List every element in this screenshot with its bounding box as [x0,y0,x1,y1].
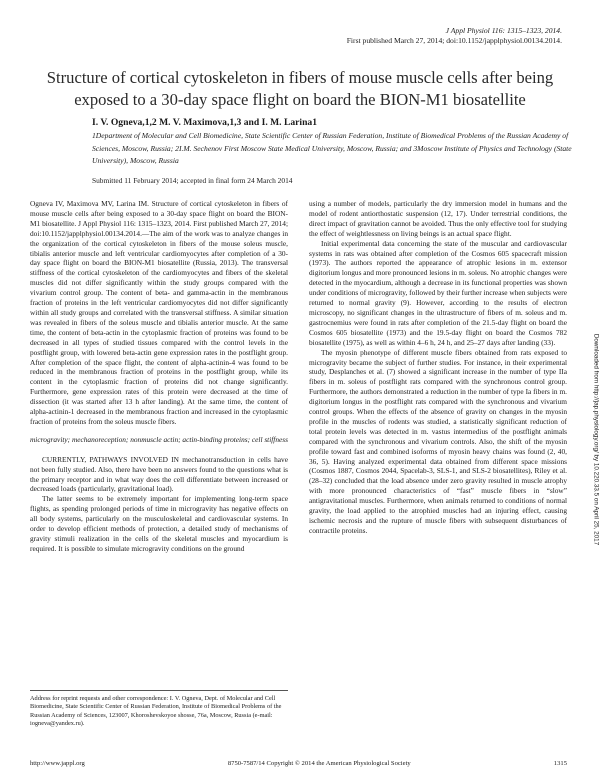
left-column [30,199,288,554]
submission-dates: Submitted 11 February 2014; accepted in final form 24 March 2014 [92,176,293,185]
journal-ref: J Appl Physiol 116: 1315–1323, 2014. [445,26,562,35]
download-watermark [588,290,598,590]
author-list: I. V. Ogneva,1,2 M. V. Maximova,1,3 and I. M. Larina1 [92,117,318,128]
intro-paragraph: The latter seems to be extremely important for implementing long-term space flights, as spending prolonged periods of time in microgravity has negative effects on all body systems, particularly on the musculoskeletal and cardiovascular systems. In order to develop efficient methods of protection, a detailed study of mechanisms of gravity stimuli realization in the cells of the skeletal muscles and myocardium is required. It is possible to simulate microgravity conditions on the ground [30,494,288,553]
page-number: 1315 [553,760,567,767]
download-note: Downloaded from http://jap.physiology.org/ by 10.220.33.5 on April 25, 2017 [592,333,600,546]
body-paragraph: Initial experimental data concerning the state of the muscular and cardiovascular systems in rats was obtained after completion of the Cosmos 605 spacecraft mission (1973). The authors reported the appearance of atrophic lesions in m. extensor digitorium longus and more pronounced lesions in m. soleus. No atrophic changes were detected in the myocardium, although a decrease in its functional properties was shown under conditions of microgravity, followed by their further increase when subjects were returned to normal gravity (9). However, according to the results of electron microscopy, no significant changes in the ultrastructure of fibers of m. soleus and m. gastrocnemius were found in rats after completion of the 21.5-day flight on board the Cosmos 605 biosatellite (1973) and the 19.5-day flight on board the Cosmos 782 biosatellite (1975), as well as within 4–6 h, 24 h, and 25–27 days after landing (33). [309,238,567,347]
article-title: Structure of cortical cytoskeleton in fibers of mouse muscle cells after being exposed to a 30-day space flight on board the BION-M1 biosatellite [46,68,554,109]
intro-paragraph: CURRENTLY, PATHWAYS INVOLVED IN mechanotransduction in cells have not been fully studied. Also, there have been no answers found to the questions what is the primary receptor and in what way does the cell differentiate between increased or decreased loads (particularly, gravitational load). [30,454,288,494]
keywords: microgravity; mechanoreception; nonmuscle actin; actin-binding proteins; cell stiffness [30,434,288,444]
affiliations: 1Department of Molecular and Cell Biomedicine, State Scientific Center of Russian Federation, Institute of Biomedical Problems of the Russian Academy of Sciences, Moscow, Russia; 2I.M. Sechenov First Moscow State Medical University, Moscow, Russia; and 3Moscow Institute of Physics and Technology (State University), Moscow, Russia [92,131,572,165]
journal-url[interactable]: http://www.jappl.org [30,760,85,767]
right-column [309,199,567,536]
running-header [347,26,562,46]
page-footer [30,760,567,767]
abstract: Ogneva IV, Maximova MV, Larina IM. Structure of cortical cytoskeleton in fibers of mouse muscle cells after being exposed to a 30-day space flight on board the BION-M1 biosatellite. J Appl Physiol 116: 1315–1323, 2014. First published March 27, 2014; doi:10.1152/japplphysiol.00134.2014.—The aim of the work was to analyze changes in the organization of the cortical cytoskeleton in fibers of the mouse soleus muscle, tibialis anterior muscle and left ventricular cardiomyocytes after completion of a 30-day space flight on board the BION-M1 biosatellite (Russia, 2013). The transversal stiffness of the cortical cytoskeleton of the cardiomyocytes and fibers of the skeletal muscles did not differ significantly within the study groups compared with the vivarium control group. The content of beta- and gamma-actin in the membranous fraction of proteins in the left ventricular cardiomyocytes did not differ significantly within all study groups and correlated with the transversal stiffness. A similar situation was revealed in fibers of the soleus muscle and tibialis anterior muscle. At the same time, the content of beta-actin in the cytoplasmic fraction of proteins was found to be decreased in all types of studied tissues compared with the control levels in the postflight group, with lowered beta-actin gene expression rates in the postflight group. After completion of the space flight, the content of alpha-actinin-4 was found to be reduced in the membranous fraction of proteins in the postflight group, while its content in the cytoplasmic fraction of proteins did not change significantly. Furthermore, gene expression rates of this protein were decreased at the time of dissection (it was started after 13 h after landing). At the same time, the content of alpha-actinin-1 decreased in the membranous fraction and increased in the cytoplasmic fraction of proteins from the soleus muscle fibers. [30,199,288,426]
body-paragraph: The myosin phenotype of different muscle fibers obtained from rats exposed to microgravity became the subject of further studies. For instance, in their experimental study, Desplanches et al. (7) showed a significant increase in the number of type IIa fibers in m. soleus of postflight rats compared with the synchronous control group. Furthermore, the authors demonstrated a reduction in the number of type Ia fibers in m. digitorium longus in the postflight rats compared with the synchronous and vivarium control groups. When the effects of the absence of gravity on changes in the myosin profile in the muscles of rodents was studied, a statistically significant reduction of total protein levels was detected in m. vastus intermedius of the postflight animals compared with the synchronous and vivarium controls. Also, the shift of the myosin profile toward fast and combined isoforms of myosin heavy chains was found (2, 40, 36, 5). Having analyzed experimental data obtained from different space missions (Cosmos 1887, Cosmos 2044, Spacelab-3, SLS-1, and SLS-2 biosatellites), Riley et al. (28–32) concluded that the load absence under zero gravity resulted in muscle atrophy with more pronounced characteristics of “fast” muscle fibers in “slow” antigravitational muscles. Furthermore, when animals returned to conditions of normal gravity, the load applied to the atrophied muscles had an injuring effect, causing ischemic necrosis and the rupture of muscle fibers with subsequent disturbances of contractile proteins. [309,347,567,535]
copyright-line: 8750-7587/14 Copyright © 2014 the American Physiological Society [227,760,411,767]
correspondence-footnote: Address for reprint requests and other correspondence: I. V. Ogneva, Dept. of Molecular and Cell Biomedicine, State Scientific Center of Russian Federation, Institute of Biomedical Problems of the Russian Academy of Sciences, 123007, Khoroshevskoyoe shosse, 76a, Moscow, Russia (e-mail: iogneva@yandex.ru). [30,690,288,728]
body-paragraph: using a number of models, particularly the dry immersion model in humans and the model of rodent antiorthostatic suspension (12, 17). Under terrestrial conditions, the direct impact of gravitation cannot be avoided. Thus the only effective tool for studying the effect of weightlessness on living beings is an actual space flight. [309,199,567,238]
first-published: First published March 27, 2014; doi:10.1152/japplphysiol.00134.2014. [346,36,562,45]
